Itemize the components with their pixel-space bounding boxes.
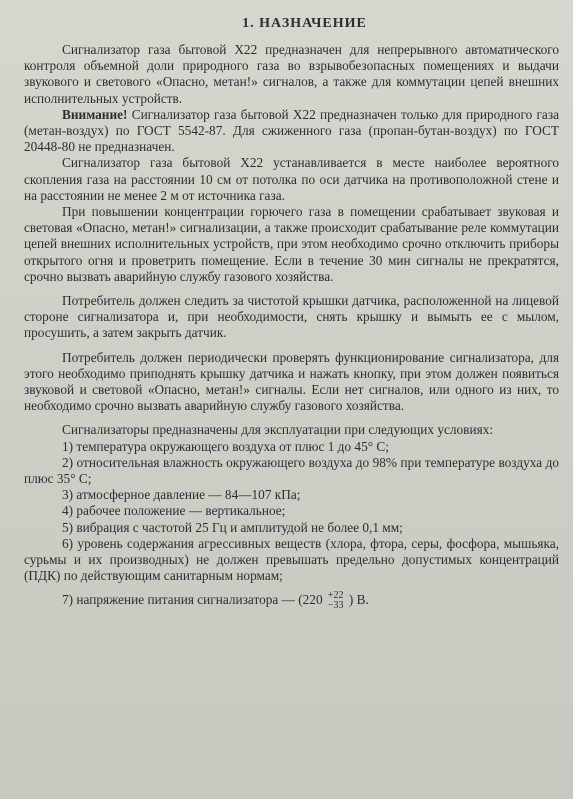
condition-3: 3) атмосферное давление — 84—107 кПа;: [62, 487, 301, 503]
voltage-tolerance: [328, 591, 344, 611]
paragraph-installation: Сигнализатор газа бытовой X22 устанавливается в месте наиболее вероятного скопления газа на расстоянии 10 см от потолка по оси датчика на противоположной стене и на расстоянии не менее 2 м от источника газа.: [24, 155, 559, 203]
condition-7-unit: ) В.: [345, 591, 369, 607]
paragraph-warning: [24, 107, 559, 156]
condition-7-text: 7) напряжение питания сигнализатора — (220: [62, 591, 326, 607]
section-heading: 1. НАЗНАЧЕНИЕ: [242, 16, 367, 31]
condition-5: 5) вибрация с частотой 25 Гц и амплитудой не более 0,1 мм;: [62, 519, 403, 535]
condition-6: 6) уровень содержания агрессивных веществ (хлора, фтора, серы, фосфора, мышьяка, сурьмы и их производных) не должен превышать предельно допустимых концентраций (ПДК) по действующим санитарным нормам;: [24, 535, 559, 584]
paragraph-testing: Потребитель должен периодически проверять функционирование сигнализатора, для этого необходимо приподнять крышку датчика и нажать кнопку, при этом должен появиться звуковой и световой «Опасно, метан!» сигналы. Если нет сигналов, или одного из них, то необходимо срочно вызвать аварийную службу газового хозяйства.: [24, 349, 559, 414]
tolerance-plus: +22: [327, 589, 344, 601]
paragraph-conditions-intro: Сигнализаторы предназначены для эксплуатации при следующих условиях:: [62, 422, 494, 438]
warning-label: Внимание!: [62, 106, 128, 122]
tolerance-minus: −33: [327, 599, 344, 611]
condition-1: 1) температура окружающего воздуха от плюс 1 до 45° С;: [62, 438, 389, 454]
paragraph-alarm: При повышении концентрации горючего газа в помещении срабатывает звуковая и световая «Опасно, метан!» сигнализации, а также происходит срабатывание реле коммутации цепей внешних исполнительных устройств, при этом необходимо срочно отключить приборы открытого огня и проветрить помещение. Если в течение 30 мин сигналы не прекратятся, срочно вызвать аварийную службу газового хозяйства.: [24, 204, 559, 284]
condition-2: 2) относительная влажность окружающего воздуха до 98% при температуре воздуха до плюс 35° С;: [24, 454, 559, 487]
paragraph-purpose: Сигнализатор газа бытовой X22 предназначен для непрерывного автоматического контроля объемной доли природного газа во взрывобезопасных помещениях и выдачи звукового и светового «Опасно, метан!» сигналов, а также для коммутации цепей внешних исполнительных устройств.: [24, 42, 559, 106]
condition-4: 4) рабочее положение — вертикальное;: [62, 503, 286, 519]
condition-7: [24, 591, 559, 611]
paragraph-cleaning: Потребитель должен следить за чистотой крышки датчика, расположенной на лицевой стороне сигнализатора и, при необходимости, снять крышку и вымыть ее с мылом, просушить, а затем закрыть датчик.: [24, 293, 559, 341]
warning-text: Сигнализатор газа бытовой X22 предназначен только для природного газа (метан-воздух) по ГОСТ 5542-87. Для сжиженного газа (пропан-бутан-воздух) по ГОСТ 20448-80 не предназначен.: [24, 106, 559, 155]
